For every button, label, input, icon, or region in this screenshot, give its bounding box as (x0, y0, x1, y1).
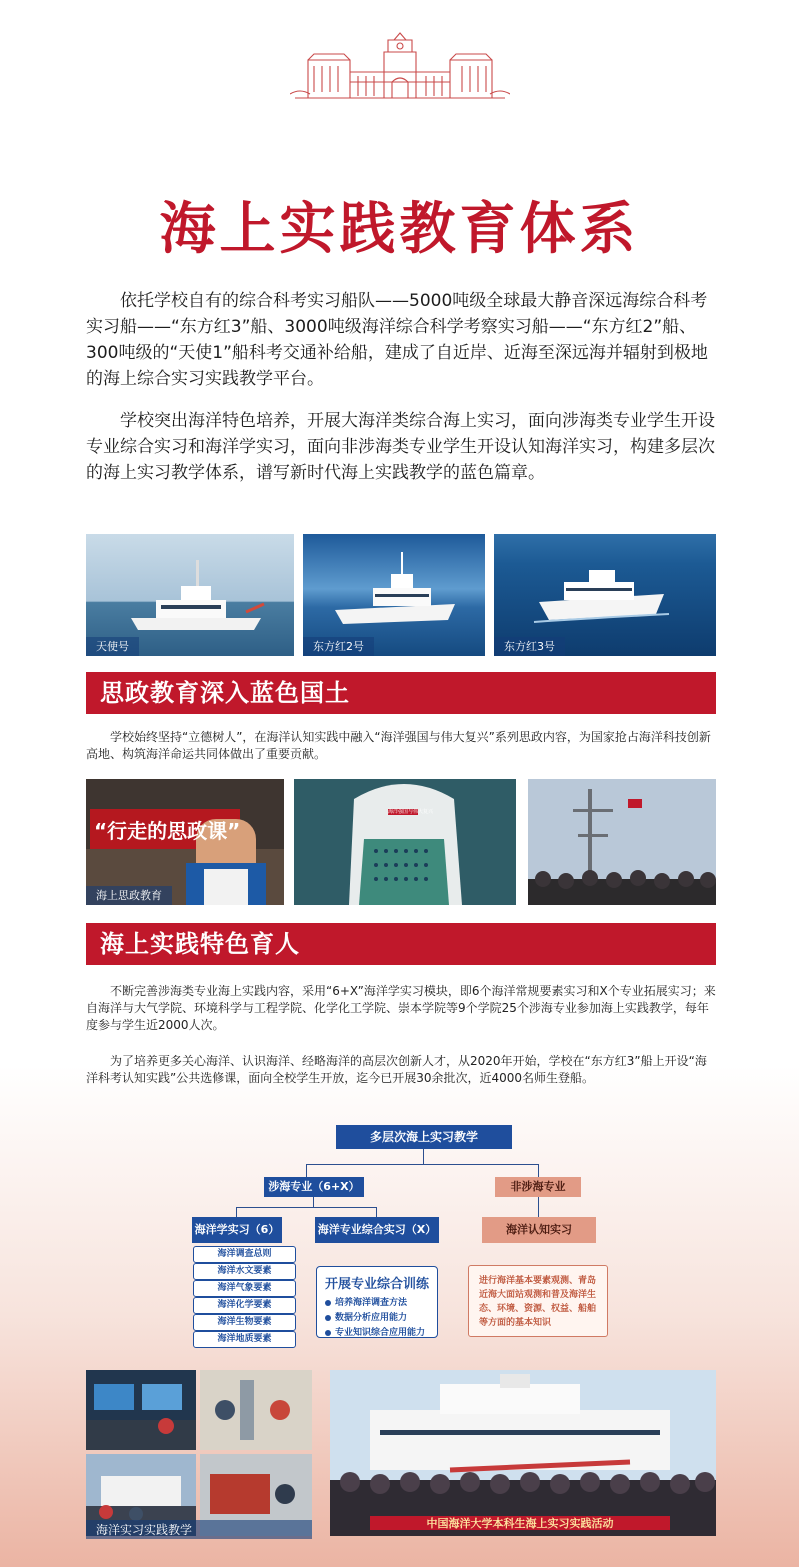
cognition-description: 进行海洋基本要素观测、青岛近海大面站观测和普及海洋生态、环境、资源、权益、船舶等方面的基本知识 (468, 1265, 608, 1337)
org-comprehensive: 海洋专业综合实习（X） (315, 1217, 439, 1243)
connector-line (236, 1207, 377, 1208)
element-item: 海洋水文要素 (193, 1263, 296, 1280)
ship-caption: 天使号 (86, 637, 139, 656)
section1-text: 学校始终坚持“立德树人”，在海洋认知实践中融入“海洋强国与伟大复兴”系列思政内容，为国家抢占海洋科技创新高地、构筑海洋命运共同体做出了重要贡献。 (86, 730, 711, 761)
connector-line (538, 1164, 539, 1178)
element-item: 海洋生物要素 (193, 1314, 296, 1331)
element-item: 海洋气象要素 (193, 1280, 296, 1297)
element-item: 海洋地质要素 (193, 1331, 296, 1348)
training-title: 开展专业综合训练 (325, 1277, 430, 1292)
org-marine: 涉海专业（6+X） (264, 1177, 364, 1197)
campus-building-logo (290, 32, 510, 102)
group-photo (330, 1370, 716, 1536)
page-title: 海上实践教育体系 (159, 197, 640, 262)
ship-photo-dfh3 (494, 534, 716, 656)
bullet-icon (325, 1300, 331, 1306)
ship-caption: 东方红3号 (494, 637, 565, 656)
org-cognition: 海洋认知实习 (482, 1217, 596, 1243)
connector-line (236, 1207, 237, 1217)
lab-photo (200, 1370, 312, 1450)
training-item: 培养海洋调查方法 (325, 1296, 429, 1311)
connector-line (306, 1164, 307, 1178)
bullet-icon (325, 1315, 331, 1321)
connector-line (538, 1197, 539, 1217)
mast-flag-photo (528, 779, 716, 905)
bottom-caption: 海洋实习实践教学 (86, 1520, 312, 1539)
training-item: 数据分析应用能力 (325, 1311, 429, 1326)
section-heading-practice: 海上实践特色育人 (86, 923, 716, 965)
control-room-photo (86, 1370, 196, 1450)
ship-photo-dfh2 (303, 534, 485, 656)
bullet-icon (325, 1330, 331, 1336)
ideology-class-photo (86, 779, 284, 905)
intro-paragraph-1: 依托学校自有的综合科考实习船队——5000吨级全球最大静音深远海综合科考实习船——“东方红3”船、3000吨级海洋综合科学考察实习船——“东方红2”船、300吨级的“天使1”船科考交通补给船，建成了自近岸、近海至深远海并辐射到极地的海上综合实习实践教学平台。 (86, 291, 708, 389)
ship-photo-tianshi (86, 534, 294, 656)
ship-caption: 东方红2号 (303, 637, 374, 656)
org-non-marine: 非涉海专业 (495, 1177, 581, 1197)
training-item: 专业知识综合应用能力 (325, 1326, 429, 1341)
section2-text-1: 不断完善涉海类专业海上实践内容，采用“6+X”海洋学实习模块，即6个海洋常规要素实习和X个专业拓展实习；来自海洋与大气学院、环境科学与工程学院、化学化工学院、崇本学院等9个学院25个涉海专业参加海上实践教学，每年度参与学生近2000人次。 (86, 984, 716, 1032)
intro-paragraph-2: 学校突出海洋特色培养，开展大海洋类综合海上实习，面向涉海类专业学生开设专业综合实习和海洋学实习，面向非涉海类专业学生开设认知海洋实习，构建多层次的海上实习教学体系，谱写新时代海上实践教学的蓝色篇章。 (86, 411, 715, 483)
section-heading-ideology: 思政教育深入蓝色国土 (86, 672, 716, 714)
section2-text-2: 为了培养更多关心海洋、认识海洋、经略海洋的高层次创新人才，从2020年开始，学校在“东方红3”船上开设“海洋科考认知实践”公共选修课，面向全校学生开放，迄今已开展30余批次，近4000名师生登船。 (86, 1054, 707, 1085)
org-oceanography: 海洋学实习（6） (192, 1217, 282, 1243)
training-box (316, 1266, 438, 1338)
element-item: 海洋化学要素 (193, 1297, 296, 1314)
connector-line (376, 1207, 377, 1217)
connector-line (423, 1149, 424, 1165)
deck-banner-text: 海洋强国与伟大复兴 (388, 809, 434, 815)
connector-line (306, 1164, 539, 1165)
group-banner-text: 中国海洋大学本科生海上实习实践活动 (426, 1517, 614, 1530)
element-item: 海洋调查总则 (193, 1246, 296, 1263)
photo-caption: 海上思政教育 (86, 886, 172, 905)
connector-line (313, 1197, 314, 1207)
deck-formation-photo (294, 779, 516, 905)
board-text: “行走的思政课” (94, 819, 241, 843)
org-root: 多层次海上实习教学 (336, 1125, 512, 1149)
